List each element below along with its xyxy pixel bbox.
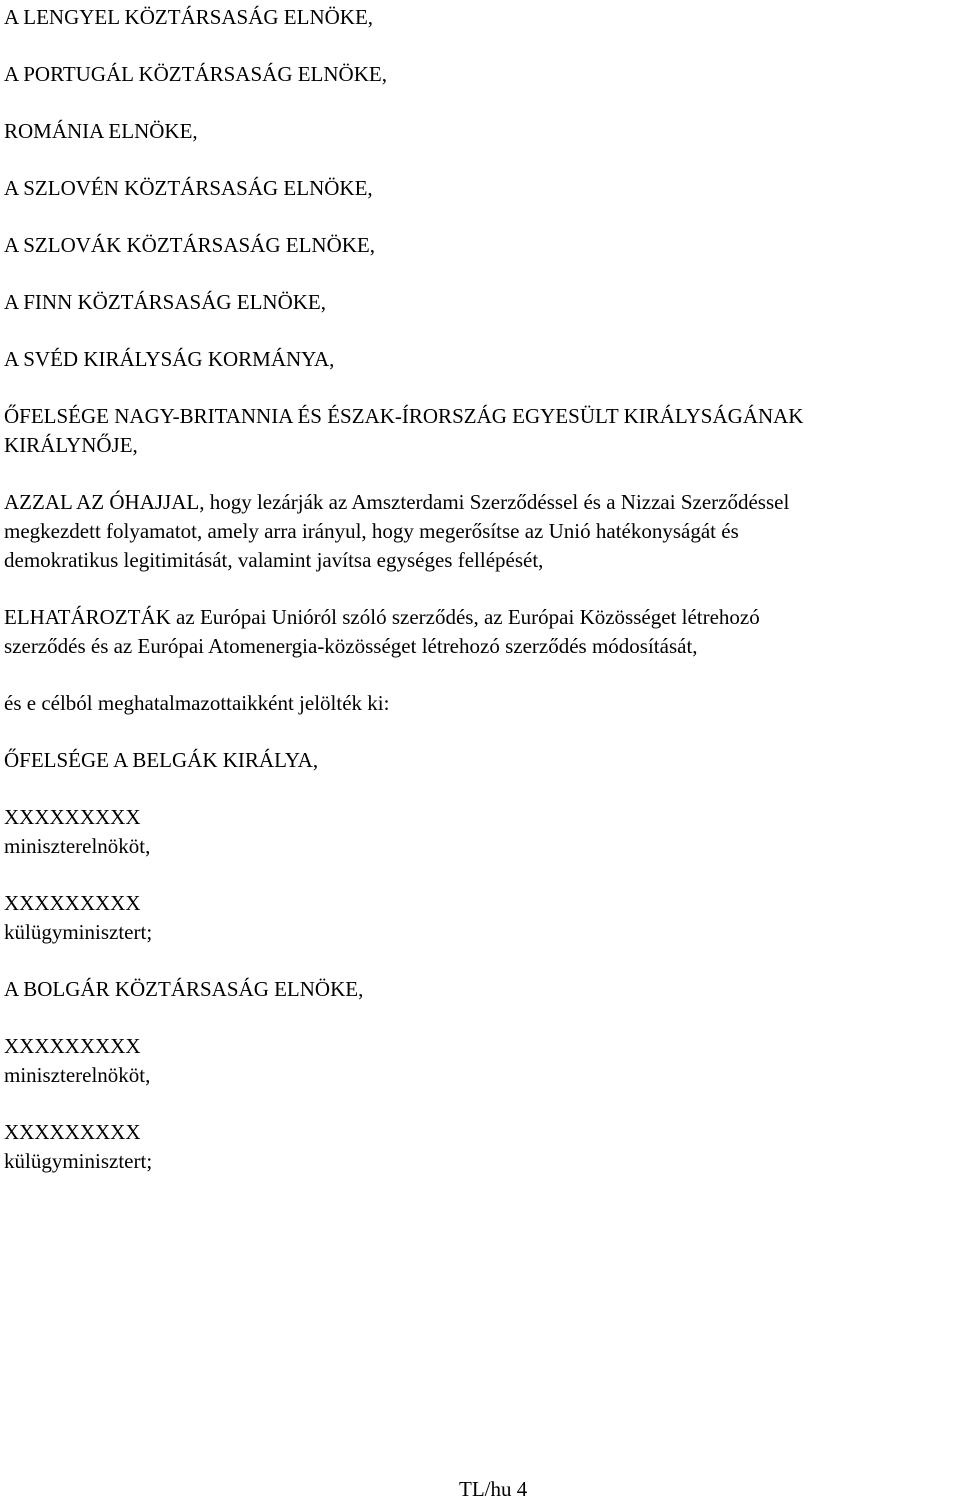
belgium-rep2-name: XXXXXXXXX (4, 891, 141, 915)
decision-line1: ELHATÁROZTÁK az Európai Unióról szóló szerződés, az Európai Közösséget létrehozó (4, 605, 760, 629)
belgium-rep2-title: külügyminisztert; (4, 920, 153, 944)
party-uk-line1: ŐFELSÉGE NAGY-BRITANNIA ÉS ÉSZAK-ÍRORSZÁG EGYESÜLT KIRÁLYSÁGÁNAK (4, 404, 804, 428)
bulgaria-rep2-name: XXXXXXXXX (4, 1120, 141, 1144)
party-portugal: A PORTUGÁL KÖZTÁRSASÁG ELNÖKE, (4, 62, 387, 86)
party-sweden: A SVÉD KIRÁLYSÁG KORMÁNYA, (4, 347, 335, 371)
decision-line2: szerződés és az Európai Atomenergia-közösséget létrehozó szerződés módosítását, (4, 634, 698, 658)
page-footer: TL/hu 4 (459, 1477, 528, 1501)
party-poland: A LENGYEL KÖZTÁRSASÁG ELNÖKE, (4, 5, 374, 29)
bulgaria-head: A BOLGÁR KÖZTÁRSASÁG ELNÖKE, (4, 977, 364, 1001)
bulgaria-rep1-name: XXXXXXXXX (4, 1034, 141, 1058)
party-slovenia: A SZLOVÉN KÖZTÁRSASÁG ELNÖKE, (4, 176, 373, 200)
belgium-head: ŐFELSÉGE A BELGÁK KIRÁLYA, (4, 748, 319, 772)
recital-line1: AZZAL AZ ÓHAJJAL, hogy lezárják az Amszterdami Szerződéssel és a Nizzai Szerződéssel (4, 490, 790, 514)
party-uk-line2: KIRÁLYNŐJE, (4, 433, 138, 457)
belgium-rep1-title: miniszterelnököt, (4, 834, 151, 858)
party-romania: ROMÁNIA ELNÖKE, (4, 119, 198, 143)
party-finland: A FINN KÖZTÁRSASÁG ELNÖKE, (4, 290, 327, 314)
bulgaria-rep1-title: miniszterelnököt, (4, 1063, 151, 1087)
party-slovakia: A SZLOVÁK KÖZTÁRSASÁG ELNÖKE, (4, 233, 375, 257)
bulgaria-rep2-title: külügyminisztert; (4, 1149, 153, 1173)
plenipotentiaries-intro: és e célból meghatalmazottaikként jelölték ki: (4, 691, 390, 715)
belgium-rep1-name: XXXXXXXXX (4, 805, 141, 829)
recital-line3: demokratikus legitimitását, valamint javítsa egységes fellépését, (4, 548, 544, 572)
recital-line2: megkezdett folyamatot, amely arra irányul, hogy megerősítse az Unió hatékonyságát és (4, 519, 739, 543)
